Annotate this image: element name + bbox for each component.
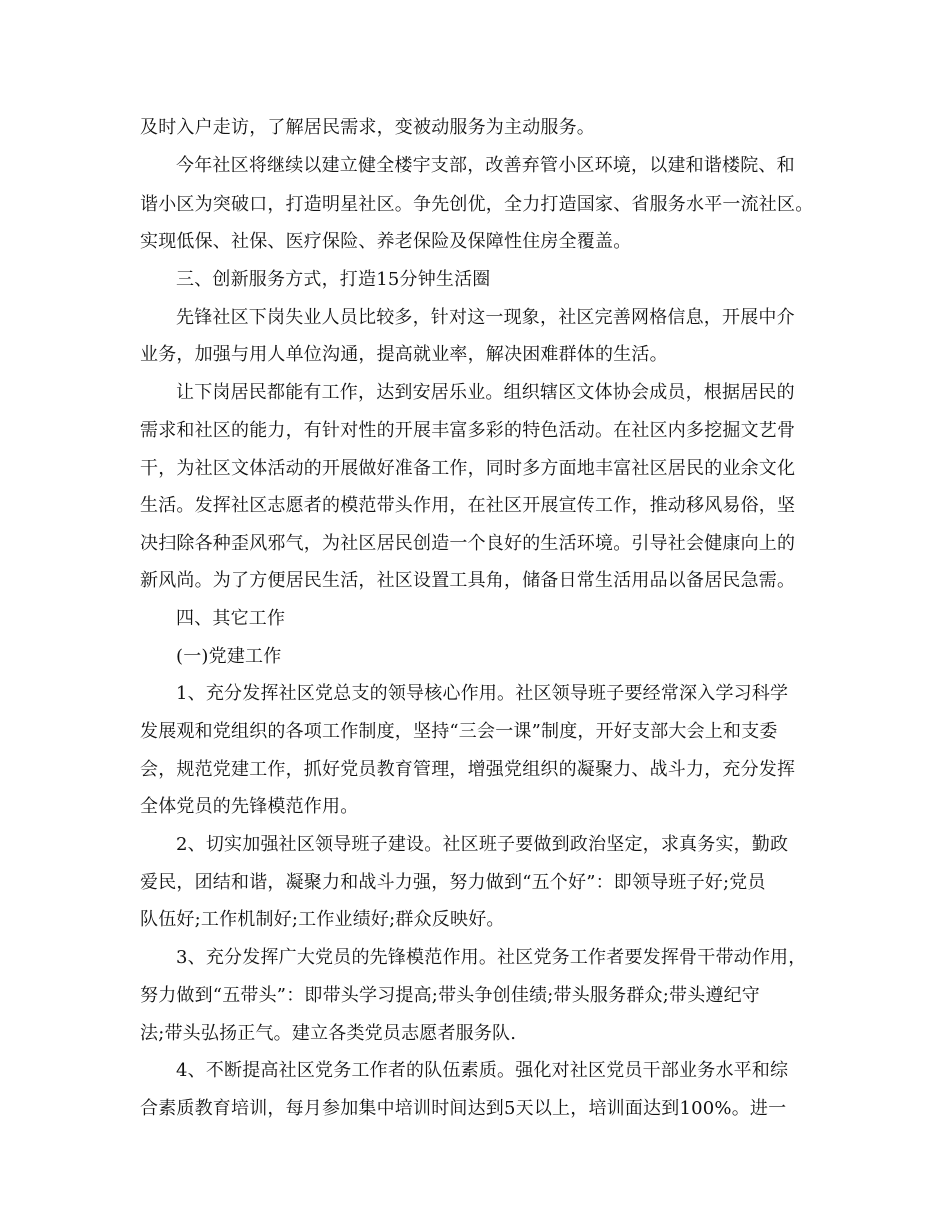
text-line-4: 实现低保、社保、医疗保险、养老保险及保障性住房全覆盖。 bbox=[140, 231, 632, 252]
text-line-9: 需求和社区的能力，有针对性的开展丰富多彩的特色活动。在社区内多挖掘文艺骨 bbox=[140, 420, 796, 441]
subsection-heading-1: (一)党建工作 bbox=[176, 646, 282, 667]
text-line-27: 合素质教育培训，每月参加集中培训时间达到5天以上，培训面达到100%。进一 bbox=[140, 1098, 787, 1119]
text-line-12: 决扫除各种歪风邪气，为社区居民创造一个良好的生活环境。引导社会健康向上的 bbox=[140, 533, 796, 554]
text-line-18: 会，规范党建工作，抓好党员教育管理，增强党组织的凝聚力、战斗力，充分发挥 bbox=[140, 759, 796, 780]
text-line-8: 让下岗居民都能有工作，达到安居乐业。组织辖区文体协会成员，根据居民的 bbox=[176, 382, 795, 403]
text-line-1: 及时入户走访，了解居民需求，变被动服务为主动服务。 bbox=[140, 117, 595, 138]
text-line-25: 法;带头弘扬正气。建立各类党员志愿者服务队. bbox=[140, 1023, 517, 1044]
text-line-13: 新风尚。为了方便居民生活，社区设置工具角，储备日常生活用品以备居民急需。 bbox=[140, 570, 796, 591]
text-line-24: 努力做到“五带头”：即带头学习提高;带头争创佳绩;带头服务群众;带头遵纪守 bbox=[140, 985, 760, 1006]
section-heading-4: 四、其它工作 bbox=[176, 608, 286, 629]
text-line-10: 干，为社区文体活动的开展做好准备工作，同时多方面地丰富社区居民的业余文化 bbox=[140, 458, 796, 479]
text-line-7: 业务，加强与用人单位沟通，提高就业率，解决困难群体的生活。 bbox=[140, 344, 668, 365]
text-line-23: 3、充分发挥广大党员的先锋模范作用。社区党务工作者要发挥骨干带动作用， bbox=[176, 947, 807, 968]
text-line-2: 今年社区将继续以建立健全楼宇支部，改善弃管小区环境，以建和谐楼院、和 bbox=[176, 155, 795, 176]
text-line-17: 发展观和党组织的各项工作制度，坚持“三会一课”制度，开好支部大会上和支委 bbox=[140, 721, 778, 742]
text-line-20: 2、切实加强社区领导班子建设。社区班子要做到政治坚定，求真务实，勤政 bbox=[176, 834, 789, 855]
section-heading-3: 三、创新服务方式，打造15分钟生活圈 bbox=[176, 269, 491, 290]
text-line-19: 全体党员的先锋模范作用。 bbox=[140, 796, 359, 817]
text-line-21: 爱民，团结和谐，凝聚力和战斗力强，努力做到“五个好”：即领导班子好;党员 bbox=[140, 872, 766, 893]
text-line-16: 1、充分发挥社区党总支的领导核心作用。社区领导班子要经常深入学习科学 bbox=[176, 683, 789, 704]
text-line-3: 谐小区为突破口，打造明星社区。争先创优，全力打造国家、省服务水平一流社区。 bbox=[140, 194, 814, 215]
text-line-11: 生活。发挥社区志愿者的模范带头作用，在社区开展宣传工作，推动移风易俗，坚 bbox=[140, 495, 796, 516]
text-line-22: 队伍好;工作机制好;工作业绩好;群众反映好。 bbox=[140, 909, 505, 930]
text-line-6: 先锋社区下岗失业人员比较多，针对这一现象，社区完善网格信息，开展中介 bbox=[176, 307, 795, 328]
text-line-26: 4、不断提高社区党务工作者的队伍素质。强化对社区党员干部业务水平和综 bbox=[176, 1060, 789, 1081]
